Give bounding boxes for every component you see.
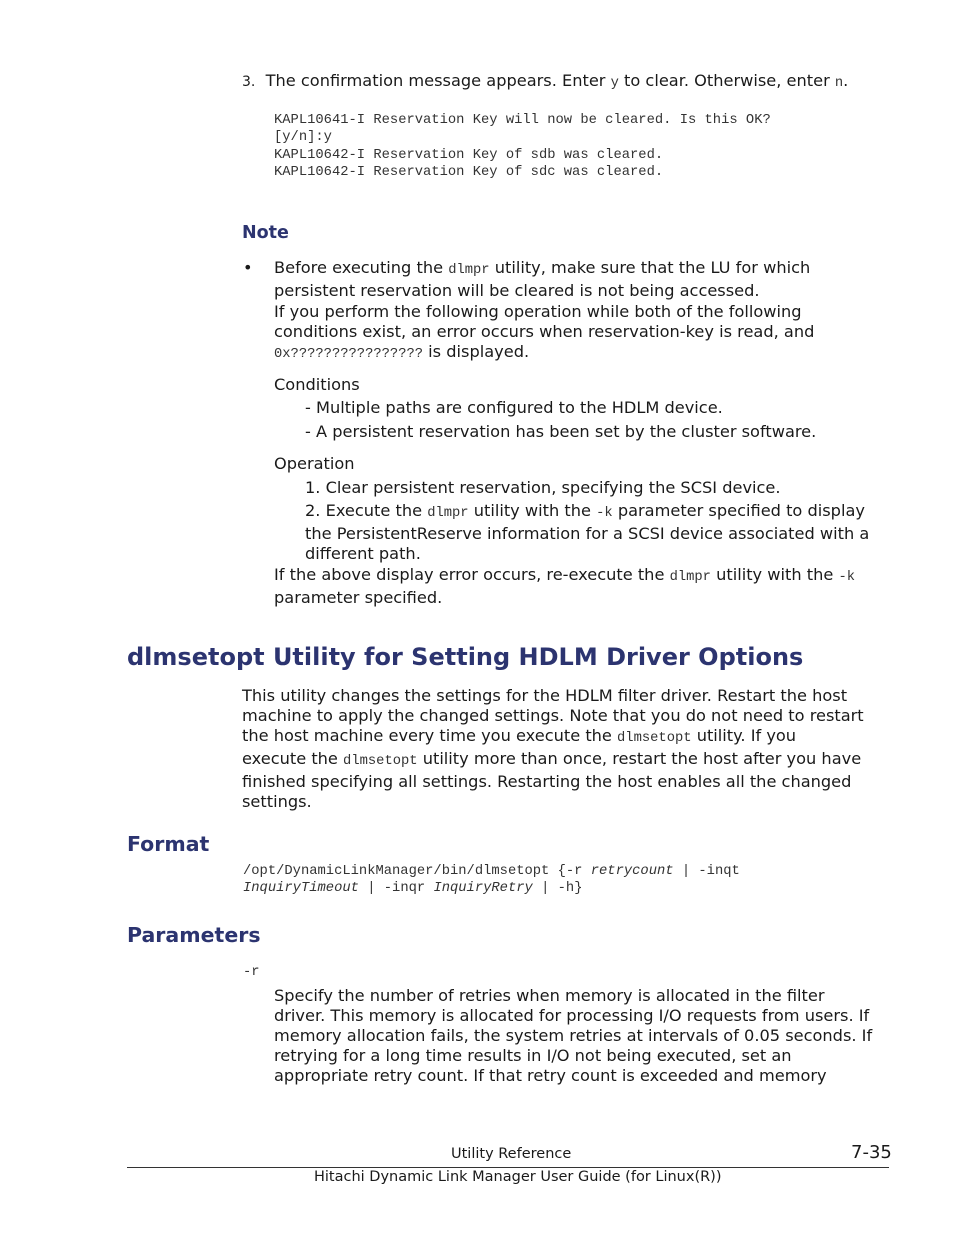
console-line: [y/n]:y (274, 130, 332, 146)
console-line: KAPL10642-I Reservation Key of sdb was cleared. (274, 147, 664, 163)
operation-label: Operation (274, 454, 355, 473)
condition-item: - A persistent reservation has been set by the cluster software. (305, 422, 817, 441)
step-3: 3. The confirmation message appears. Enter y to clear. Otherwise, enter n. (242, 71, 849, 91)
step-number: 3. (242, 74, 256, 90)
page-number: 7-35 (851, 1142, 892, 1163)
note-paragraph-2: If you perform the following operation while both of the following conditions exist, an error occurs when reservation-key is read, and 0x???????????????? is displayed. (274, 302, 815, 362)
console-line: KAPL10641-I Reservation Key will now be cleared. Is this OK? (274, 113, 771, 128)
footer-divider (127, 1167, 889, 1168)
parameter-description: Specify the number of retries when memory is allocated in the filter driver. This memory is allocated for processing I/O requests from users. If memory allocation fails, the system retries at intervals of 0.05 seconds. If retrying for a long time results in I/O not being executed, set an appropriate retry count. If that retry count is exceeded and memory (274, 986, 873, 1085)
section-title: dlmsetopt Utility for Setting HDLM Driver Options (127, 643, 804, 671)
section-intro: This utility changes the settings for the HDLM filter driver. Restart the host machine to apply the changed settings. Note that you do not need to restart the host machine every time you execute the dlmsetopt utility. If you execute the dlmsetopt utility more than once, restart the host after you have finished specifying all settings. Restarting the host enables all the changed settings. (242, 686, 864, 811)
operation-item: 2. Execute the dlmpr utility with the -k parameter specified to display the PersistentReserve information for a SCSI device associated with a different path. (305, 501, 870, 563)
parameter-flag: -r (243, 965, 260, 980)
parameters-heading: Parameters (127, 923, 261, 947)
condition-item: - Multiple paths are configured to the HDLM device. (305, 398, 723, 417)
operation-item: 1. Clear persistent reservation, specifying the SCSI device. (305, 478, 781, 497)
footer-chapter: Utility Reference (451, 1146, 572, 1162)
conditions-label: Conditions (274, 375, 360, 394)
format-heading: Format (127, 832, 210, 856)
bullet-icon: • (243, 258, 253, 277)
note-paragraph-1: Before executing the dlmpr utility, make sure that the LU for which persistent reservation will be cleared is not being accessed. (274, 258, 811, 300)
format-syntax: /opt/DynamicLinkManager/bin/dlmsetopt {-r retrycount | -inqt InquiryTimeout | -inqr InquiryRetry | -h} (243, 864, 740, 897)
note-heading: Note (242, 223, 289, 243)
note-final-paragraph: If the above display error occurs, re-execute the dlmpr utility with the -k parameter specified. (274, 565, 856, 607)
console-line: KAPL10642-I Reservation Key of sdc was cleared. (274, 165, 664, 181)
console-output (274, 112, 771, 182)
footer-book-title: Hitachi Dynamic Link Manager User Guide (for Linux(R)) (314, 1169, 722, 1185)
